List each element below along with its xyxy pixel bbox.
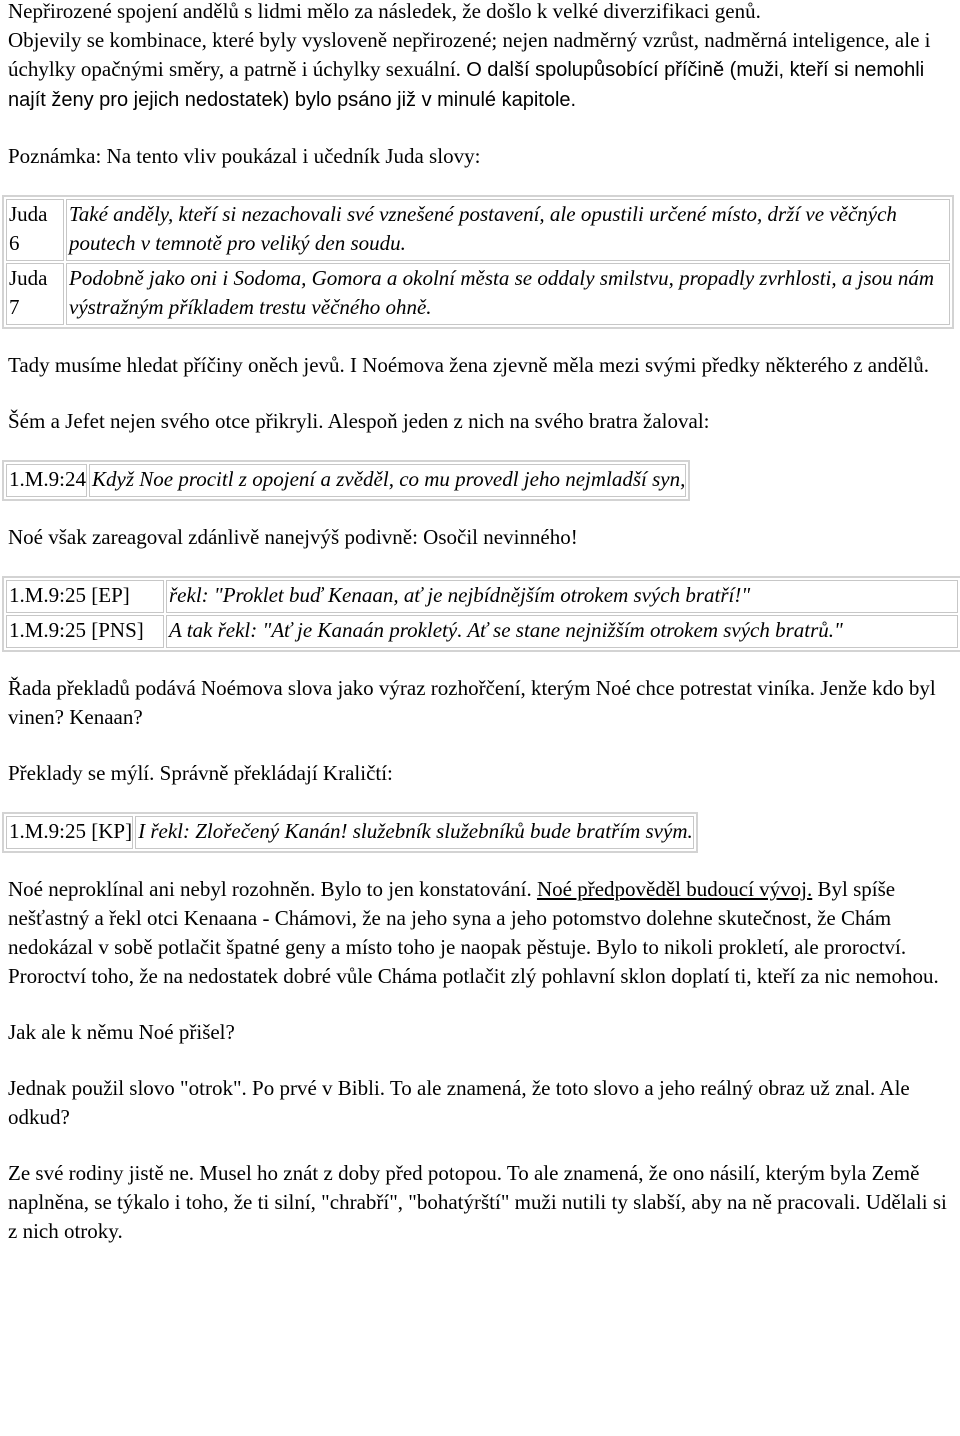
table-row xyxy=(6,816,694,849)
table-row xyxy=(6,263,950,325)
table-row xyxy=(6,615,958,648)
verse-table-juda xyxy=(2,195,954,329)
verse-reference: 1.M.9:24 xyxy=(6,464,87,497)
paragraph-rada: Řada překladů podává Noémova slova jako výraz rozhořčení, kterým Noé chce potrestat viníka. Jenže kdo byl vinen? Kenaan? xyxy=(8,676,936,729)
verse-reference: 1.M.9:25 [PNS] xyxy=(6,615,164,648)
verse-text: Když Noe procitl z opojení a zvěděl, co mu provedl jeho nejmladší syn, xyxy=(89,464,686,497)
verse-text: Podobně jako oni i Sodoma, Gomora a okolní města se oddaly smilstvu, propadly zvrhlosti, a jsou nám výstražným příkladem trestu věčného ohně. xyxy=(66,263,950,325)
intro-first-line: Nepřirozené spojení andělů s lidmi mělo za následek, že došlo k velké diverzifikaci genů. xyxy=(8,0,761,23)
verse-table-kp xyxy=(2,812,698,853)
paragraph-jak: Jak ale k němu Noé přišel? xyxy=(8,1020,235,1044)
verse-reference: 1.M.9:25 [EP] xyxy=(6,580,164,613)
intro-text: Objevily se kombinace, které byly vysloveně nepřirozené; nejen nadměrný vzrůst, nadměrná inteligence, ale i úchylky opačnými směry, a patrně i úchylky sexuální. xyxy=(8,28,931,81)
verse-reference: 1.M.9:25 [KP] xyxy=(6,816,133,849)
text-span: Noé neproklínal ani nebyl rozohněn. Bylo to jen konstatování. xyxy=(8,877,537,901)
paragraph-sem: Šém a Jefet nejen svého otce přikryli. Alespoň jeden z nich na svého bratra žaloval: xyxy=(8,409,710,433)
verse-text: I řekl: Zlořečený Kanán! služebník služebníků bude bratřím svým. xyxy=(135,816,694,849)
verse-text: A tak řekl: "Ať je Kanaán prokletý. Ať se stane nejnižším otrokem svých bratrů." xyxy=(166,615,958,648)
table-row xyxy=(6,464,686,497)
underlined-text: Noé předpověděl budoucí vývoj. xyxy=(536,877,813,901)
intro-paragraph xyxy=(8,0,952,115)
verse-text: Také anděly, kteří si nezachovali své vznešené postavení, ale opustili určené místo, drží ve věčných poutech v temnotě pro veliký den soudu. xyxy=(66,199,950,261)
document-page xyxy=(8,0,952,1246)
paragraph-ze: Ze své rodiny jistě ne. Musel ho znát z doby před potopou. To ale znamená, že ono násilí, kterým byla Země naplněna, se týkalo i toho, že ti silní, "chrabří", "bohatýrští" muži nutili ty slabší, aby na ně pracovali. Udělali si z nich otroky. xyxy=(8,1161,947,1243)
verse-table-925 xyxy=(2,576,960,652)
verse-reference: Juda 6 xyxy=(6,199,64,261)
verse-reference: Juda 7 xyxy=(6,263,64,325)
table-row xyxy=(6,199,950,261)
paragraph-jednak: Jednak použil slovo "otrok". Po prvé v Bibli. To ale znamená, že toto slovo a jeho reálný obraz už znal. Ale odkud? xyxy=(8,1076,910,1129)
intro-sans-text: O další spolupůsobící příčině (muži, kteří si nemohli najít ženy pro jejich nedostatek) bylo psáno již v minulé kapitole. xyxy=(8,59,925,111)
paragraph-noe: Noé však zareagoval zdánlivě nanejvýš podivně: Osočil nevinného! xyxy=(8,525,578,549)
table-row xyxy=(6,580,958,613)
note-paragraph: Poznámka: Na tento vliv poukázal i učedník Juda slovy: xyxy=(8,144,481,168)
paragraph-tady: Tady musíme hledat příčiny oněch jevů. I Noémova žena zjevně měla mezi svými předky některého z andělů. xyxy=(8,353,930,377)
verse-table-924 xyxy=(2,460,690,501)
text-span: Byl spíše nešťastný a řekl otci Kenaana - Chámovi, že na jeho syna a jeho potomstvo dolehne skutečnost, že Chám nedokázal v sobě potlačit špatné geny a místo toho je naopak pěstuje. Bylo to nikoli prokletí, ale proroctví. Proroctví toho, že na nedostatek dobré vůle Cháma potlačit zlý pohlavní sklon doplatí ti, kteří za nic nemohou. xyxy=(8,877,939,988)
paragraph-preklady: Překlady se mýlí. Správně překládají Kraličtí: xyxy=(8,761,393,785)
verse-text: řekl: "Proklet buď Kenaan, ať je nejbídnějším otrokem svých bratří!" xyxy=(166,580,958,613)
paragraph-noe-prophecy xyxy=(8,875,952,991)
